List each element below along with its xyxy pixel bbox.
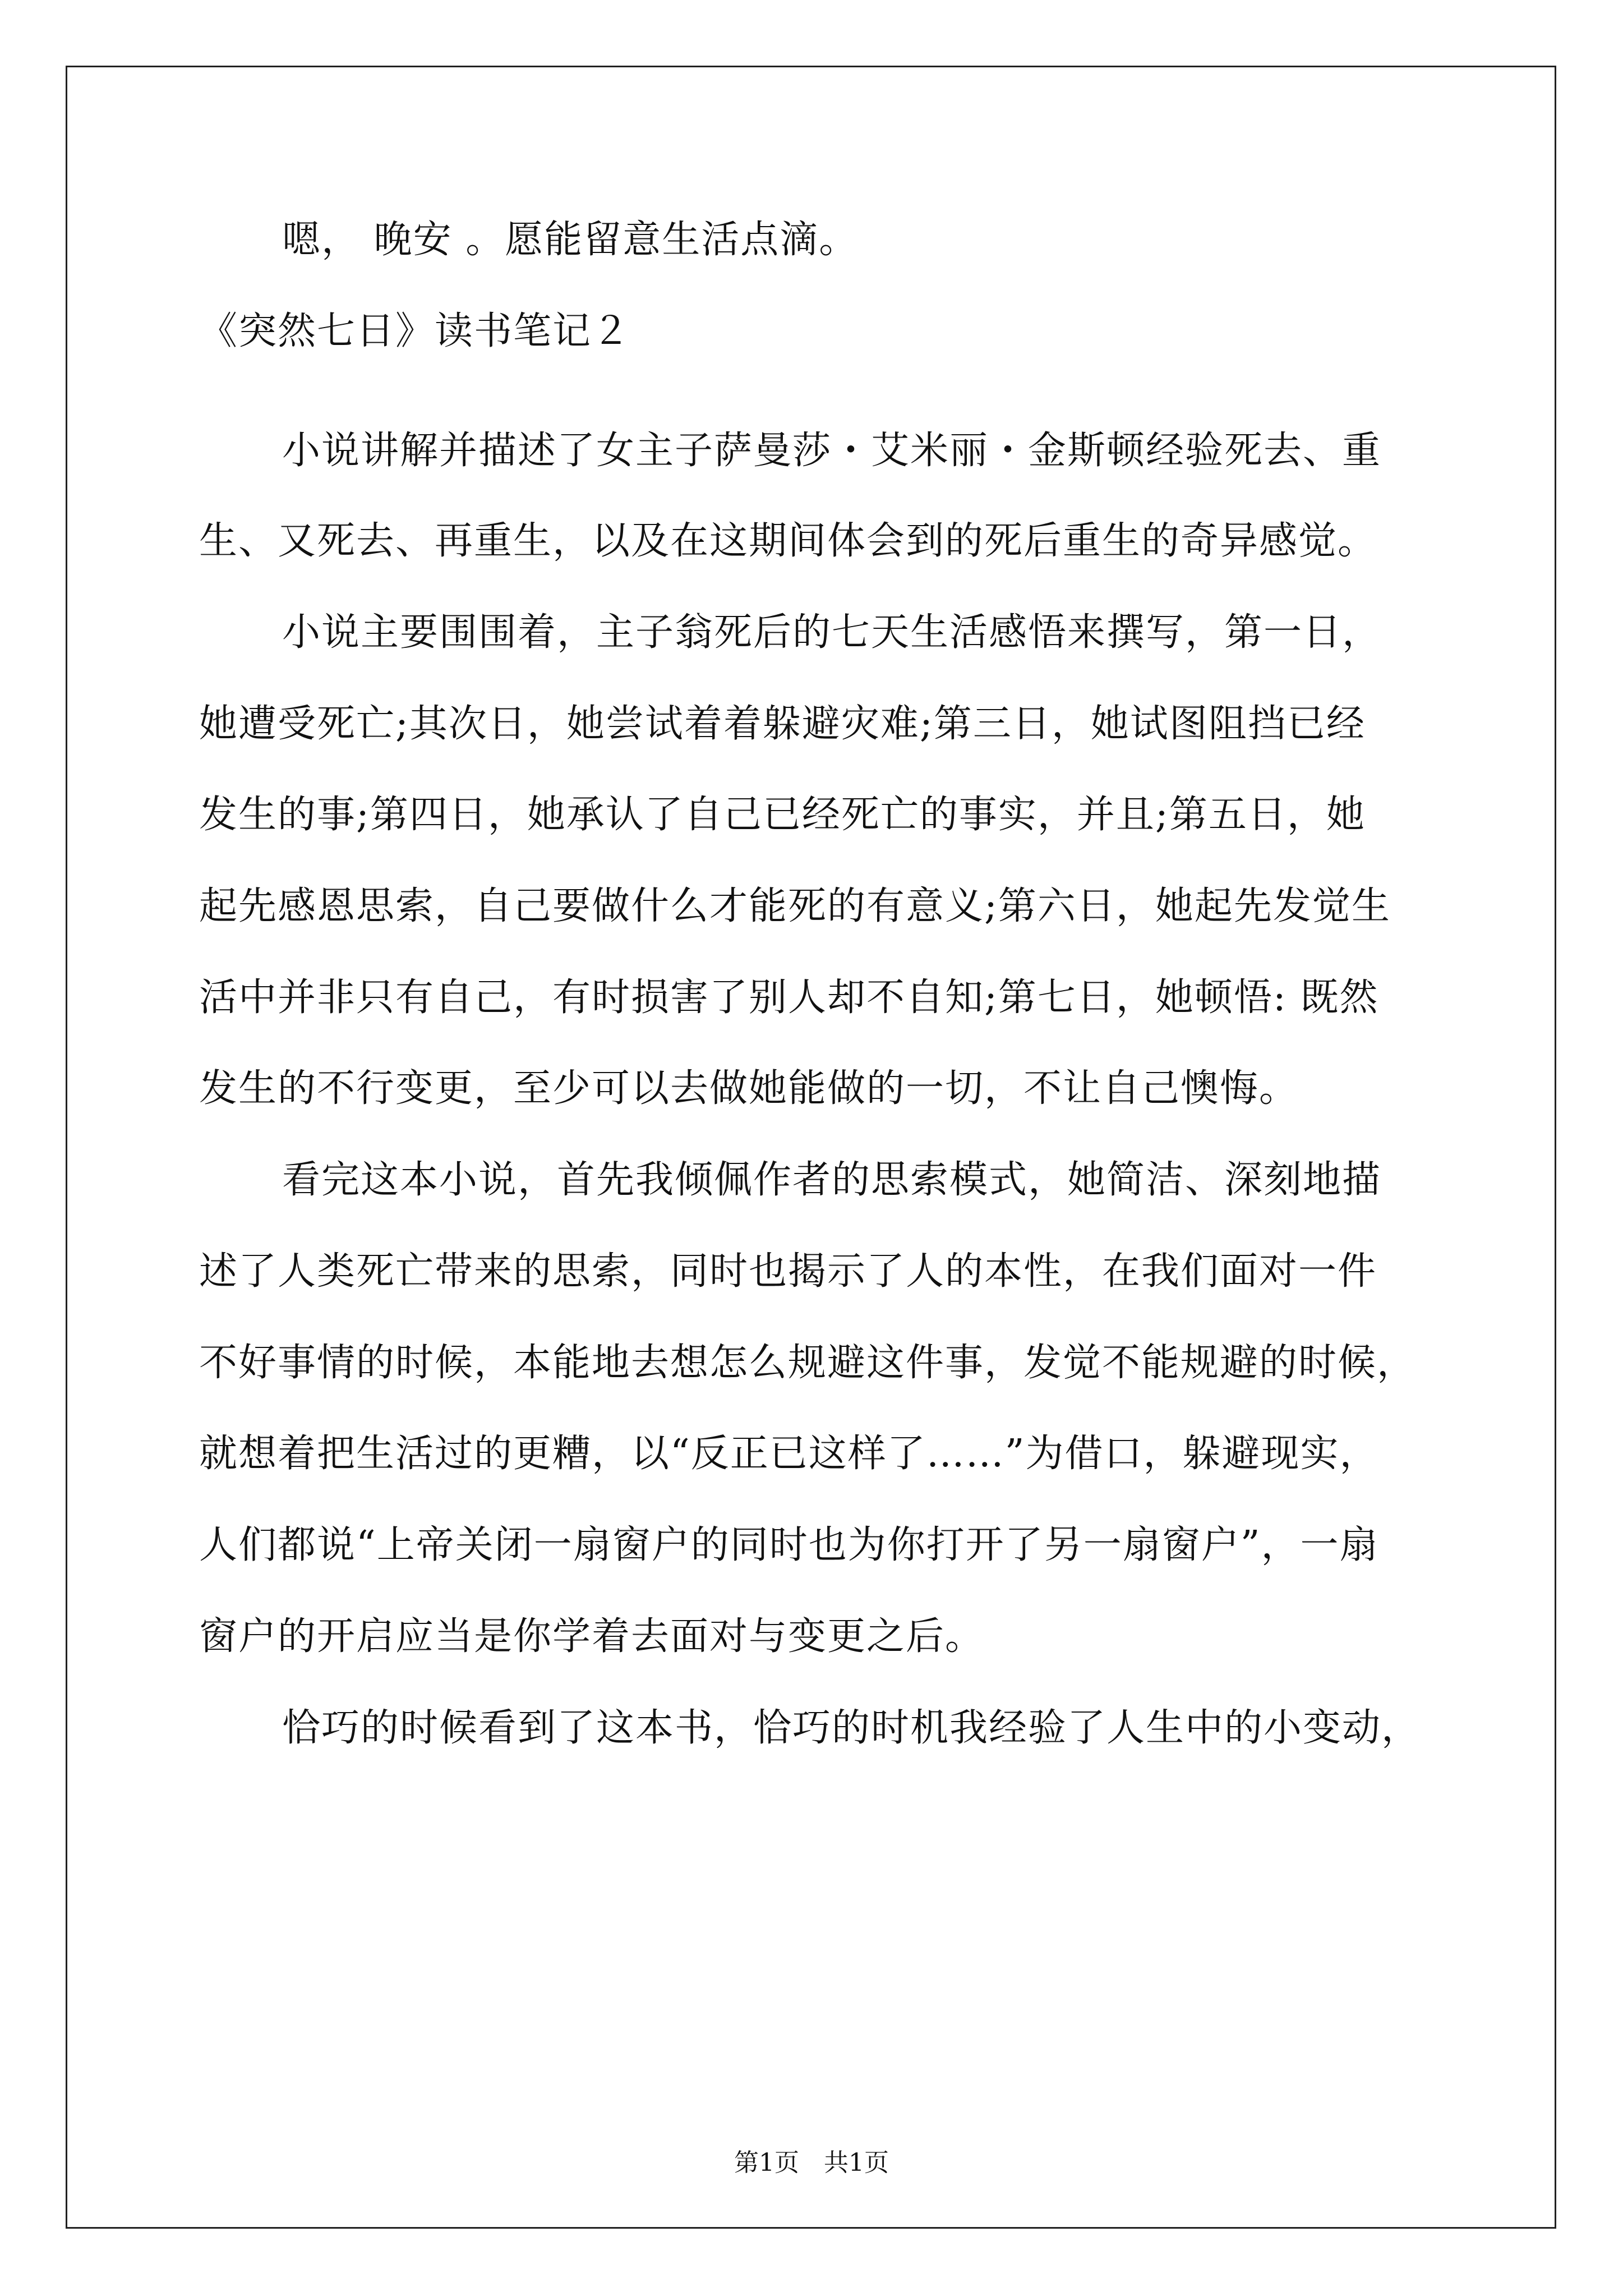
paragraph-3-line-6: 窗户的开启应当是你学着去面对与变更之后。 (199, 1614, 985, 1659)
paragraph-3-line-5: 人们都说“上帝关闭一扇窗户的同时也为你打开了另一扇窗户”，一扇 (199, 1523, 1379, 1567)
section-heading: 《突然七日》读书笔记２ (199, 309, 631, 353)
paragraph-2-line-1: 小说主要围围着，主子翁死后的七天生活感悟来撰写，第一日， (282, 610, 1382, 655)
paragraph-1-line-2: 生、又死去、再重生，以及在这期间体会到的死后重生的奇异感觉。 (199, 519, 1377, 563)
page-number-footer: 第1页 共1页 (734, 2148, 889, 2177)
paragraph-1-line-1: 小说讲解并描述了女主子萨曼莎・艾米丽・金斯顿经验死去、重 (282, 429, 1382, 473)
paragraph-3-line-3: 不好事情的时候，本能地去想怎么规避这件事，发觉不能规避的时候， (199, 1341, 1417, 1385)
page-border (66, 66, 1556, 2229)
paragraph-3-line-4: 就想着把生活过的更糟，以“反正已这样了……”为借口，躲避现实， (199, 1432, 1379, 1476)
paragraph-2-line-2: 她遭受死亡;其次日，她尝试着着躲避灾难;第三日，她试图阻挡已经 (199, 702, 1366, 746)
paragraph-2-line-6: 发生的不行变更，至少可以去做她能做的一切，不让自己懊悔。 (199, 1066, 1299, 1111)
paragraph-4-line-1: 恰巧的时候看到了这本书，恰巧的时机我经验了人生中的小变动， (282, 1706, 1421, 1750)
paragraph-3-line-1: 看完这本小说，首先我倾佩作者的思索模式，她简洁、深刻地描 (282, 1158, 1382, 1202)
paragraph-2-line-3: 发生的事;第四日，她承认了自己已经死亡的事实，并且;第五日，她 (199, 793, 1366, 837)
paragraph-2-line-5: 活中并非只有自己，有时损害了别人却不自知;第七日，她顿悟: 既然 (199, 976, 1379, 1020)
paragraph-2-line-4: 起先感恩思索，自己要做什么才能死的有意义;第六日，她起先发觉生 (199, 884, 1391, 928)
paragraph-3-line-2: 述了人类死亡带来的思索，同时也揭示了人的本性，在我们面对一件 (199, 1249, 1377, 1294)
closing-line: 嗯， 晚安 。愿能留意生活点滴。 (282, 218, 859, 262)
